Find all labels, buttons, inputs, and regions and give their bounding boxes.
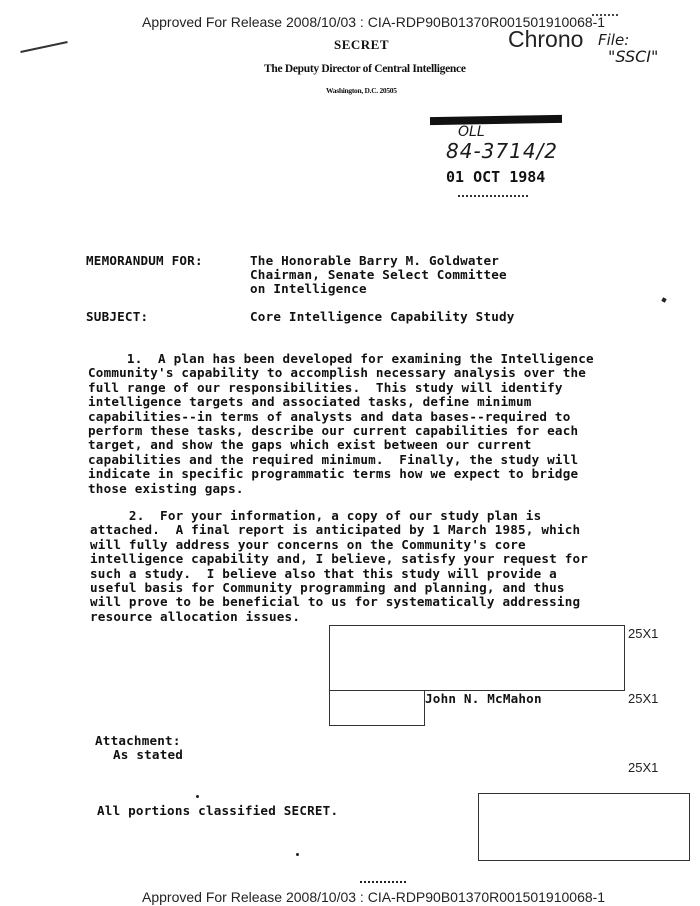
- body-paragraph-1: [88, 352, 594, 496]
- speck: [196, 795, 199, 798]
- redaction-box: [329, 625, 625, 691]
- paragraph-line: intelligence capability and, I believe, satisfy your request for: [90, 551, 589, 567]
- office-location: Washington, D.C. 20505: [326, 86, 397, 95]
- margin-mark: [592, 14, 618, 17]
- release-header: Approved For Release 2008/10/03 : CIA-RDP90B01370R001501910068-1: [142, 14, 606, 30]
- paragraph-line: perform these tasks, describe our current capabilities for each: [88, 423, 579, 439]
- redaction-code: 25X1: [628, 626, 659, 641]
- paragraph-line: will prove to be beneficial to us for systematically addressing: [90, 594, 581, 610]
- attachment-label: Attachment:: [95, 733, 181, 748]
- redaction-box: [478, 793, 690, 861]
- memo-for-label: MEMORANDUM FOR:: [86, 253, 203, 268]
- speck: [296, 853, 299, 856]
- recipient-line: Chairman, Senate Select Committee: [250, 267, 507, 282]
- office-title: The Deputy Director of Central Intelligence: [264, 63, 466, 75]
- paragraph-line: indicate in specific programmatic terms how we expect to bridge: [88, 466, 579, 482]
- paragraph-line: 1. A plan has been developed for examining the Intelligence: [88, 351, 594, 366]
- paragraph-line: those existing gaps.: [88, 480, 244, 496]
- chrono-stamp: Chrono: [508, 26, 584, 52]
- redaction-code: 25X1: [628, 691, 659, 706]
- body-paragraph-2: [90, 509, 588, 624]
- date-stamp: 01 OCT 1984: [446, 168, 546, 186]
- paragraph-line: Community's capability to accomplish necessary analysis over the: [88, 365, 587, 381]
- subject-label: SUBJECT:: [86, 309, 149, 324]
- paragraph-line: full range of our responsibilities. This study will identify: [88, 379, 563, 395]
- classification-header: SECRET: [334, 37, 390, 52]
- oll-note: OLL: [458, 124, 485, 140]
- speck: [661, 297, 666, 302]
- paragraph-line: intelligence targets and associated tasks, define minimum: [88, 394, 532, 410]
- classification-footer: All portions classified SECRET.: [97, 803, 339, 818]
- ssci-note: "SSCI": [608, 47, 659, 66]
- stamp-underline: [458, 195, 528, 198]
- paragraph-line: such a study. I believe also that this study will provide a: [90, 565, 557, 581]
- speck: [360, 881, 406, 885]
- paragraph-line: capabilities and the required minimum. Finally, the study will: [88, 451, 579, 467]
- paragraph-line: attached. A final report is anticipated by 1 March 1985, which: [90, 522, 581, 538]
- redaction-code: 25X1: [628, 760, 659, 775]
- paragraph-line: will fully address your concerns on the Community's core: [90, 536, 526, 552]
- recipient-line: The Honorable Barry M. Goldwater: [250, 253, 500, 268]
- paragraph-line: resource allocation issues.: [90, 608, 301, 624]
- subject-text: Core Intelligence Capability Study: [250, 309, 515, 324]
- paragraph-line: target, and show the gaps which exist between our current: [88, 437, 532, 453]
- recipient-line: on Intelligence: [250, 281, 367, 296]
- paragraph-line: 2. For your information, a copy of our study plan is: [90, 508, 542, 523]
- control-number: 84-3714/2: [446, 139, 559, 163]
- redaction-box: [329, 690, 425, 726]
- paragraph-line: useful basis for Community programming and planning, and thus: [90, 580, 565, 596]
- release-footer: Approved For Release 2008/10/03 : CIA-RDP90B01370R001501910068-1: [142, 889, 606, 905]
- margin-mark: [20, 41, 67, 53]
- redaction-bar: [430, 115, 562, 125]
- signature-name: John N. McMahon: [425, 691, 542, 706]
- paragraph-line: capabilities--in terms of analysts and data bases--required to: [88, 408, 571, 424]
- attachment-value: As stated: [113, 747, 184, 762]
- file-note: File:: [598, 31, 630, 49]
